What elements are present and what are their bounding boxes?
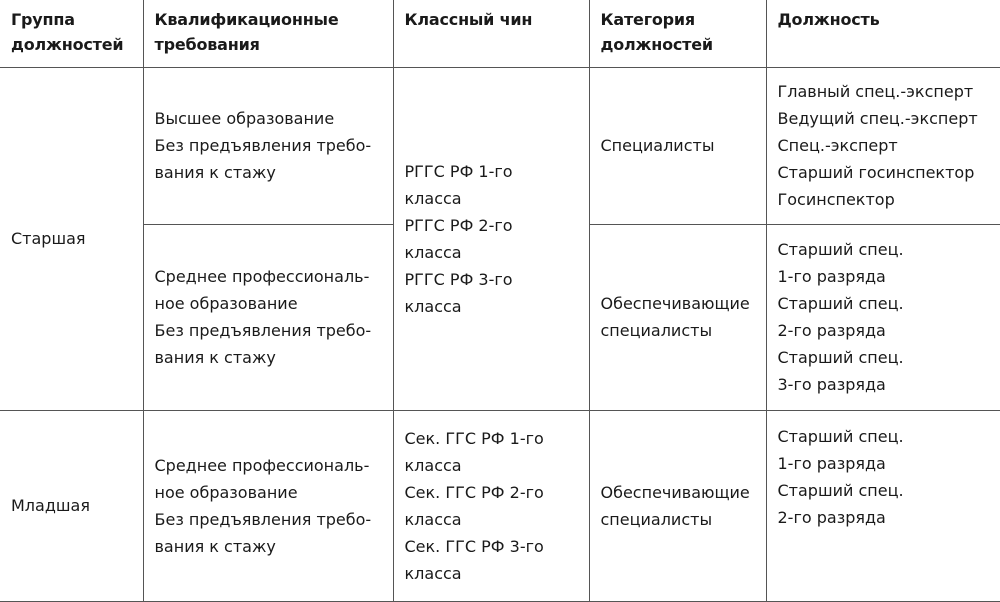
requirements-senior-2 bbox=[143, 224, 393, 410]
cell-line: Старший спец. bbox=[777, 426, 904, 446]
group-junior: Младшая bbox=[0, 410, 143, 601]
cell-line: класса bbox=[404, 296, 462, 316]
cell-line: Спец.-эксперт bbox=[777, 136, 898, 155]
header-position: Должность bbox=[766, 0, 1000, 67]
header-rank: Классный чин bbox=[393, 0, 589, 67]
cell-line: Обеспечивающие bbox=[600, 482, 750, 502]
cell-line: Старший госинспектор bbox=[777, 163, 975, 182]
header-category: Категория должностей bbox=[589, 0, 766, 67]
table-row-senior-1 bbox=[0, 67, 1000, 224]
cell-line: класса bbox=[404, 509, 462, 529]
cell-line: специалисты bbox=[600, 321, 713, 340]
requirements-junior bbox=[143, 410, 393, 601]
cell-line: 1-го разряда bbox=[777, 453, 886, 473]
header-row bbox=[0, 0, 1000, 67]
cell-line: Старший спец. bbox=[777, 480, 904, 500]
cell-line: класса bbox=[404, 455, 462, 475]
cell-line: вания к стажу bbox=[154, 348, 276, 367]
cell-line: Обеспечивающие bbox=[600, 294, 750, 313]
cell-line: 3-го разряда bbox=[777, 375, 886, 394]
cell-line: РГГС РФ 2-го bbox=[404, 215, 513, 235]
cell-line: класса bbox=[404, 242, 462, 262]
cell-line: Среднее профессиональ- bbox=[154, 455, 370, 475]
cell-line: класса bbox=[404, 563, 462, 583]
positions-senior-2 bbox=[766, 224, 1000, 410]
cell-line: Сек. ГГС РФ 3-го bbox=[404, 536, 544, 556]
cell-line: Старший спец. bbox=[777, 294, 904, 313]
cell-line: Без предъявления требо- bbox=[154, 321, 372, 340]
requirements-senior-1 bbox=[143, 67, 393, 224]
table-row-junior bbox=[0, 410, 1000, 601]
cell-line: Сек. ГГС РФ 2-го bbox=[404, 482, 544, 502]
cell-line: ное образование bbox=[154, 482, 298, 502]
cell-line: 2-го разряда bbox=[777, 321, 886, 340]
cell-line: РГГС РФ 3-го bbox=[404, 269, 513, 289]
cell-line: 1-го разряда bbox=[777, 267, 886, 286]
cell-line: вания к стажу bbox=[154, 163, 276, 182]
cell-line: Старший спец. bbox=[777, 348, 904, 367]
ranks-junior bbox=[393, 410, 589, 601]
cell-line: Без предъявления требо- bbox=[154, 136, 372, 155]
cell-line: Сек. ГГС РФ 1-го bbox=[404, 428, 544, 448]
header-group: Группа должностей bbox=[0, 0, 143, 67]
cell-line: Госинспектор bbox=[777, 190, 895, 209]
cell-line: Без предъявления требо- bbox=[154, 509, 372, 529]
category-senior-1: Специалисты bbox=[589, 67, 766, 224]
cell-line: ное образование bbox=[154, 294, 298, 313]
cell-line: специалисты bbox=[600, 509, 713, 529]
header-requirements: Квалификационные требования bbox=[143, 0, 393, 67]
cell-line: класса bbox=[404, 188, 462, 208]
cell-line: Высшее образование bbox=[154, 109, 335, 128]
cell-line: вания к стажу bbox=[154, 536, 276, 556]
cell-line: Ведущий спец.-эксперт bbox=[777, 109, 978, 128]
ranks-senior bbox=[393, 67, 589, 410]
category-senior-2 bbox=[589, 224, 766, 410]
cell-line: Старший спец. bbox=[777, 240, 904, 259]
positions-senior-1 bbox=[766, 67, 1000, 224]
cell-line: 2-го разряда bbox=[777, 507, 886, 527]
category-junior bbox=[589, 410, 766, 601]
cell-line: Главный спец.-эксперт bbox=[777, 82, 974, 101]
cell-line: Среднее профессиональ- bbox=[154, 267, 370, 286]
cell-line: РГГС РФ 1-го bbox=[404, 161, 513, 181]
group-senior: Старшая bbox=[0, 67, 143, 410]
positions-junior bbox=[766, 410, 1000, 601]
